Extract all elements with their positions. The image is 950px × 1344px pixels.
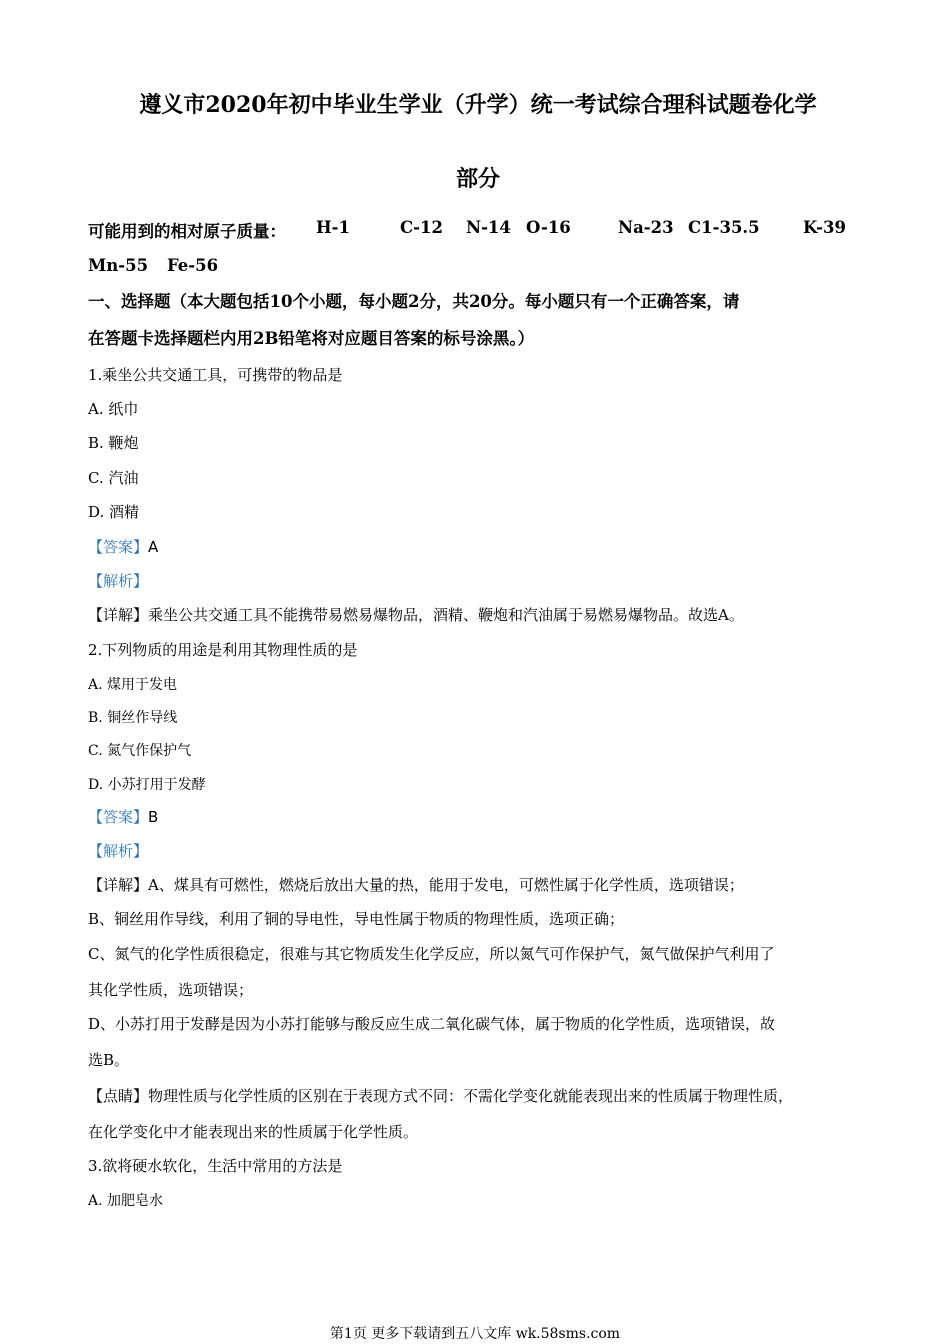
- page-title-line2: 部分: [455, 166, 500, 192]
- atomic-mass-item: Na-23: [618, 218, 674, 237]
- question-stem: 1.乘坐公共交通工具，可携带的物品是: [88, 366, 343, 384]
- detail-text: 其化学性质，选项错误；: [88, 981, 254, 999]
- tip-text: 【点睛】物理性质与化学性质的区别在于表现方式不同：不需化学变化就能表现出来的性质属于物理性质，: [88, 1087, 794, 1105]
- analysis-tag: 【解析】: [88, 572, 149, 590]
- question-option: D. 酒精: [88, 503, 140, 521]
- question-option: A. 纸巾: [88, 400, 139, 418]
- page-title-line1: 遵义市2020年初中毕业生学业（升学）统一考试综合理科试题卷化学: [139, 92, 817, 118]
- detail-text: 【详解】乘坐公共交通工具不能携带易燃易爆物品，酒精、鞭炮和汽油属于易燃易爆物品。故选A。: [88, 606, 744, 624]
- answer-row: [88, 807, 158, 827]
- question-stem: 2.下列物质的用途是利用其物理性质的是: [88, 641, 358, 659]
- atomic-mass-label: 可能用到的相对原子质量：: [88, 222, 286, 241]
- section-heading-line2: 在答题卡选择题栏内用2B铅笔将对应题目答案的标号涂黑。）: [88, 329, 535, 348]
- detail-text: 选B。: [88, 1051, 130, 1069]
- atomic-mass-item: N-14: [466, 218, 511, 237]
- answer-value: B: [148, 808, 159, 826]
- question-option: A. 煤用于发电: [88, 677, 178, 693]
- question-option: B. 铜丝作导线: [88, 710, 178, 726]
- atomic-mass-item: C1-35.5: [688, 218, 760, 237]
- answer-row: [88, 537, 158, 557]
- detail-text: 【详解】A、煤具有可燃性，燃烧后放出大量的热，能用于发电，可燃性属于化学性质，选项错误；: [88, 876, 744, 894]
- question-option: B. 鞭炮: [88, 434, 139, 452]
- atomic-mass-item: H-1: [316, 218, 350, 237]
- question-option: A. 加肥皂水: [88, 1193, 164, 1209]
- answer-tag: 【答案】: [88, 538, 149, 556]
- atomic-mass-item: Fe-56: [167, 256, 219, 275]
- answer-value: A: [148, 538, 159, 556]
- detail-text: C、氮气的化学性质很稳定，很难与其它物质发生化学反应，所以氮气可作保护气，氮气做保护气利用了: [88, 945, 775, 963]
- atomic-mass-item: Mn-55: [88, 256, 149, 275]
- question-option: D. 小苏打用于发酵: [88, 777, 206, 793]
- atomic-mass-item: O-16: [526, 218, 571, 237]
- question-option: C. 汽油: [88, 469, 139, 487]
- detail-text: D、小苏打用于发酵是因为小苏打能够与酸反应生成二氧化碳气体，属于物质的化学性质，选项错误，故: [88, 1015, 776, 1033]
- atomic-mass-item: K-39: [803, 218, 846, 237]
- tip-text: 在化学变化中才能表现出来的性质属于化学性质。: [88, 1123, 419, 1141]
- answer-tag: 【答案】: [88, 808, 149, 826]
- page-footer: 第1页 更多下载请到五八文库 wk.58sms.com: [329, 1326, 621, 1342]
- question-stem: 3.欲将硬水软化，生活中常用的方法是: [88, 1157, 343, 1175]
- question-option: C. 氮气作保护气: [88, 743, 192, 759]
- analysis-tag: 【解析】: [88, 842, 149, 860]
- section-heading-line1: 一、选择题（本大题包括10个小题，每小题2分，共20分。每小题只有一个正确答案，请: [88, 292, 740, 311]
- detail-text: B、铜丝用作导线，利用了铜的导电性，导电性属于物质的物理性质，选项正确；: [88, 910, 625, 928]
- atomic-mass-item: C-12: [400, 218, 443, 237]
